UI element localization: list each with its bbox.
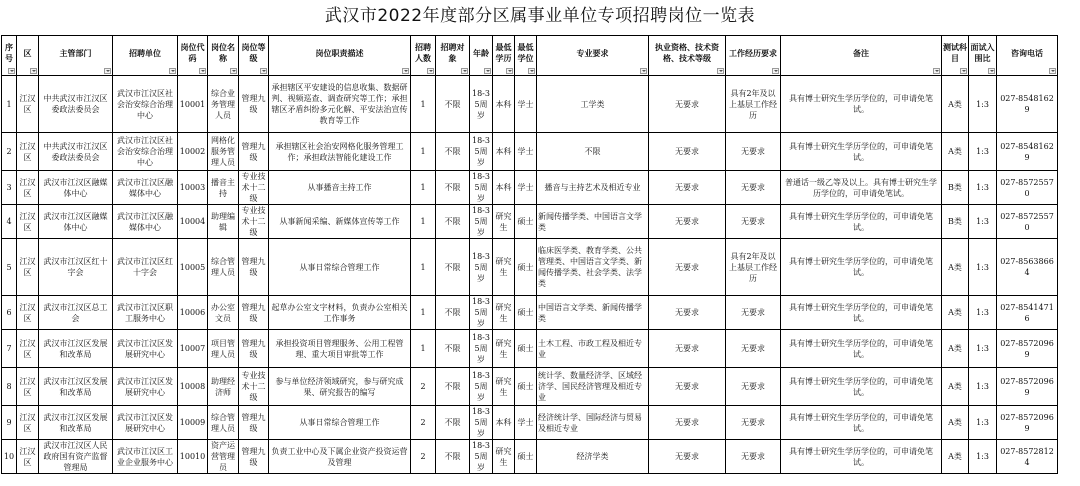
age-cell: 18-35周岁	[470, 406, 493, 440]
degree-cell: 硕士	[515, 368, 537, 406]
test-subject-cell: A类	[942, 406, 969, 440]
interview-ratio-cell: 1:3	[969, 296, 997, 330]
post-code-cell: 10007	[178, 330, 208, 368]
major-requirement-cell: 中国语言文学类、新闻传播学类	[537, 296, 649, 330]
table-row	[2, 133, 1058, 171]
phone-cell: 027-85720969	[997, 330, 1058, 368]
duty-description-cell: 起草办公室文字材料，负责办公室相关工作事务	[269, 296, 411, 330]
row-number: 9	[2, 406, 17, 440]
age-cell: 18-35周岁	[470, 171, 493, 205]
phone-cell: 027-85728124	[997, 440, 1058, 474]
interview-ratio-cell: 1:3	[969, 239, 997, 296]
table-row	[2, 330, 1058, 368]
post-name-cell: 项目管理人员	[208, 330, 239, 368]
column-header: 岗位代码	[178, 36, 208, 76]
remark-cell: 具有博士研究生学历学位的，可申请免笔试。	[781, 133, 942, 171]
age-cell: 18-35周岁	[470, 239, 493, 296]
district-cell: 江汉区	[17, 296, 39, 330]
filter-dropdown-icon[interactable]	[960, 68, 967, 74]
phone-cell: 027-85720969	[997, 368, 1058, 406]
headcount-cell: 1	[411, 76, 436, 133]
degree-cell: 硕士	[515, 205, 537, 239]
phone-cell: 027-85481629	[997, 133, 1058, 171]
major-requirement-cell: 工学类	[537, 76, 649, 133]
experience-cell: 无要求	[726, 440, 781, 474]
filter-dropdown-icon[interactable]	[988, 68, 995, 74]
experience-cell: 无要求	[726, 133, 781, 171]
district-cell: 江汉区	[17, 239, 39, 296]
employer-cell: 武汉市江汉区社会治安综合治理中心	[113, 76, 178, 133]
test-subject-cell: A类	[942, 133, 969, 171]
experience-cell: 无要求	[726, 368, 781, 406]
page-title: 武汉市2022年度部分区属事业单位专项招聘岗位一览表	[324, 6, 756, 26]
qualification-cell: 无要求	[649, 239, 726, 296]
post-name-cell: 网格化服务管理人员	[208, 133, 239, 171]
row-number: 3	[2, 171, 17, 205]
column-header: 序号	[2, 36, 17, 76]
qualification-cell: 无要求	[649, 205, 726, 239]
experience-cell: 具有2年及以上基层工作经历	[726, 239, 781, 296]
education-cell: 研究生	[493, 239, 515, 296]
column-header: 区	[17, 36, 39, 76]
column-header: 执业资格、技术资格、技术等级	[649, 36, 726, 76]
qualification-cell: 无要求	[649, 330, 726, 368]
post-code-cell: 10008	[178, 368, 208, 406]
employer-cell: 武汉市江汉区融媒体中心	[113, 205, 178, 239]
interview-ratio-cell: 1:3	[969, 205, 997, 239]
remark-cell: 具有博士研究生学历学位的，可申请免笔试。	[781, 406, 942, 440]
post-name-cell: 综合管理人员	[208, 406, 239, 440]
target-cell: 不限	[436, 368, 470, 406]
experience-cell: 具有2年及以上基层工作经历	[726, 76, 781, 133]
post-code-cell: 10006	[178, 296, 208, 330]
education-cell: 本科	[493, 406, 515, 440]
major-requirement-cell: 经济学类	[537, 440, 649, 474]
post-name-cell: 办公室文员	[208, 296, 239, 330]
age-cell: 18-35周岁	[470, 368, 493, 406]
test-subject-cell: A类	[942, 368, 969, 406]
headcount-cell: 1	[411, 205, 436, 239]
education-cell: 研究生	[493, 296, 515, 330]
department-cell: 武汉市江汉区总工会	[39, 296, 113, 330]
phone-cell: 027-85725570	[997, 205, 1058, 239]
major-requirement-cell: 经济统计学、国际经济与贸易及相近专业	[537, 406, 649, 440]
experience-cell: 无要求	[726, 296, 781, 330]
target-cell: 不限	[436, 239, 470, 296]
post-level-cell: 专业技术十二级	[239, 171, 269, 205]
district-cell: 江汉区	[17, 406, 39, 440]
degree-cell: 学士	[515, 171, 537, 205]
degree-cell: 硕士	[515, 239, 537, 296]
interview-ratio-cell: 1:3	[969, 368, 997, 406]
filter-dropdown-icon[interactable]	[402, 68, 409, 74]
filter-dropdown-icon[interactable]	[427, 68, 434, 74]
filter-dropdown-icon[interactable]	[461, 68, 468, 74]
duty-description-cell: 负责工业中心及下属企业资产投资运营及管理	[269, 440, 411, 474]
education-cell: 本科	[493, 133, 515, 171]
post-code-cell: 10002	[178, 133, 208, 171]
target-cell: 不限	[436, 133, 470, 171]
target-cell: 不限	[436, 440, 470, 474]
degree-cell: 学士	[515, 133, 537, 171]
duty-description-cell: 从事播音主持工作	[269, 171, 411, 205]
education-cell: 本科	[493, 76, 515, 133]
remark-cell: 具有博士研究生学历学位的，可申请免笔试。	[781, 205, 942, 239]
headcount-cell: 1	[411, 133, 436, 171]
remark-cell: 具有博士研究生学历学位的，可申请免笔试。	[781, 330, 942, 368]
education-cell: 研究生	[493, 440, 515, 474]
post-level-cell: 管理九级	[239, 406, 269, 440]
post-name-cell: 综合业务管理人员	[208, 76, 239, 133]
age-cell: 18-35周岁	[470, 76, 493, 133]
major-requirement-cell: 新闻传播学类、中国语言文学类	[537, 205, 649, 239]
degree-cell: 学士	[515, 76, 537, 133]
filter-dropdown-icon[interactable]	[640, 68, 647, 74]
headcount-cell: 1	[411, 296, 436, 330]
row-number: 6	[2, 296, 17, 330]
experience-cell: 无要求	[726, 406, 781, 440]
post-level-cell: 管理九级	[239, 239, 269, 296]
filter-dropdown-icon[interactable]	[230, 68, 237, 74]
duty-description-cell: 承担辖区平安建设的信息收集、数据研判、视频巡查、调查研究等工作；承担辖区矛盾纠纷多元化解、平安法治宣传教育等工作	[269, 76, 411, 133]
employer-cell: 武汉市江汉区职工服务中心	[113, 296, 178, 330]
education-cell: 研究生	[493, 330, 515, 368]
post-level-cell: 管理九级	[239, 296, 269, 330]
phone-cell: 027-85725570	[997, 171, 1058, 205]
duty-description-cell: 从事日常综合管理工作	[269, 406, 411, 440]
row-number: 5	[2, 239, 17, 296]
positions-table	[1, 35, 1058, 474]
qualification-cell: 无要求	[649, 296, 726, 330]
row-number: 7	[2, 330, 17, 368]
column-header: 招聘对象	[436, 36, 470, 76]
test-subject-cell: B类	[942, 171, 969, 205]
interview-ratio-cell: 1:3	[969, 440, 997, 474]
major-requirement-cell: 播音与主持艺术及相近专业	[537, 171, 649, 205]
district-cell: 江汉区	[17, 205, 39, 239]
post-level-cell: 管理九级	[239, 330, 269, 368]
column-header: 最低学位	[515, 36, 537, 76]
education-cell: 本科	[493, 171, 515, 205]
department-cell: 中共武汉市江汉区委政法委员会	[39, 133, 113, 171]
duty-description-cell: 承担辖区社会治安网格化服务管理工作；承担政法智能化建设工作	[269, 133, 411, 171]
phone-cell: 027-85720969	[997, 406, 1058, 440]
post-level-cell: 管理九级	[239, 76, 269, 133]
department-cell: 武汉市江汉区人民政府国有资产监督管理局	[39, 440, 113, 474]
phone-cell: 027-85638664	[997, 239, 1058, 296]
post-code-cell: 10010	[178, 440, 208, 474]
row-number: 8	[2, 368, 17, 406]
column-header: 年龄	[470, 36, 493, 76]
employer-cell: 武汉市江汉区工业企业服务中心	[113, 440, 178, 474]
district-cell: 江汉区	[17, 171, 39, 205]
test-subject-cell: A类	[942, 330, 969, 368]
filter-dropdown-icon[interactable]	[717, 68, 724, 74]
age-cell: 18-35周岁	[470, 296, 493, 330]
interview-ratio-cell: 1:3	[969, 330, 997, 368]
post-code-cell: 10004	[178, 205, 208, 239]
headcount-cell: 1	[411, 330, 436, 368]
district-cell: 江汉区	[17, 330, 39, 368]
column-header: 主管部门	[39, 36, 113, 76]
post-code-cell: 10005	[178, 239, 208, 296]
column-header: 最低学历	[493, 36, 515, 76]
filter-dropdown-icon[interactable]	[8, 68, 15, 74]
filter-dropdown-icon[interactable]	[528, 68, 535, 74]
table-row	[2, 440, 1058, 474]
table-row	[2, 368, 1058, 406]
column-header: 咨询电话	[997, 36, 1058, 76]
employer-cell: 武汉市江汉区发展研究中心	[113, 330, 178, 368]
filter-dropdown-icon[interactable]	[1049, 68, 1056, 74]
major-requirement-cell: 土木工程、市政工程及相近专业	[537, 330, 649, 368]
post-code-cell: 10001	[178, 76, 208, 133]
row-number: 2	[2, 133, 17, 171]
filter-dropdown-icon[interactable]	[484, 68, 491, 74]
test-subject-cell: A类	[942, 296, 969, 330]
headcount-cell: 2	[411, 440, 436, 474]
remark-cell: 普通话一级乙等及以上。具有博士研究生学历学位的，可申请免笔试。	[781, 171, 942, 205]
qualification-cell: 无要求	[649, 440, 726, 474]
department-cell: 中共武汉市江汉区委政法委员会	[39, 76, 113, 133]
table-row	[2, 205, 1058, 239]
duty-description-cell: 参与单位经济领域研究，参与研究成果、研究报告的编写	[269, 368, 411, 406]
employer-cell: 武汉市江汉区发展研究中心	[113, 406, 178, 440]
remark-cell: 具有博士研究生学历学位的，可申请免笔试。	[781, 368, 942, 406]
target-cell: 不限	[436, 296, 470, 330]
target-cell: 不限	[436, 171, 470, 205]
experience-cell: 无要求	[726, 330, 781, 368]
district-cell: 江汉区	[17, 133, 39, 171]
post-name-cell: 助理编辑	[208, 205, 239, 239]
post-code-cell: 10009	[178, 406, 208, 440]
age-cell: 18-35周岁	[470, 133, 493, 171]
department-cell: 武汉市江汉区发展和改革局	[39, 406, 113, 440]
column-header: 招聘人数	[411, 36, 436, 76]
qualification-cell: 无要求	[649, 133, 726, 171]
table-row	[2, 239, 1058, 296]
post-code-cell: 10003	[178, 171, 208, 205]
duty-description-cell: 承担投资项目管理服务、公用工程管理、重大项目审批等工作	[269, 330, 411, 368]
experience-cell: 无要求	[726, 171, 781, 205]
phone-cell: 027-85481629	[997, 76, 1058, 133]
remark-cell: 具有博士研究生学历学位的，可申请免笔试。	[781, 440, 942, 474]
headcount-cell: 1	[411, 171, 436, 205]
filter-dropdown-icon[interactable]	[933, 68, 940, 74]
age-cell: 18-35周岁	[470, 330, 493, 368]
table-row	[2, 296, 1058, 330]
department-cell: 武汉市江汉区红十字会	[39, 239, 113, 296]
post-name-cell: 助理经济师	[208, 368, 239, 406]
test-subject-cell: B类	[942, 205, 969, 239]
interview-ratio-cell: 1:3	[969, 133, 997, 171]
table-row	[2, 171, 1058, 205]
department-cell: 武汉市江汉区融媒体中心	[39, 205, 113, 239]
department-cell: 武汉市江汉区发展和改革局	[39, 368, 113, 406]
headcount-cell: 2	[411, 368, 436, 406]
post-level-cell: 管理九级	[239, 440, 269, 474]
employer-cell: 武汉市江汉区融媒体中心	[113, 171, 178, 205]
column-header: 测试科目	[942, 36, 969, 76]
qualification-cell: 无要求	[649, 76, 726, 133]
filter-dropdown-icon[interactable]	[199, 68, 206, 74]
column-header: 备注	[781, 36, 942, 76]
target-cell: 不限	[436, 205, 470, 239]
table-row	[2, 406, 1058, 440]
filter-dropdown-icon[interactable]	[169, 68, 176, 74]
filter-dropdown-icon[interactable]	[260, 68, 267, 74]
district-cell: 江汉区	[17, 76, 39, 133]
target-cell: 不限	[436, 330, 470, 368]
duty-description-cell: 从事新闻采编、新媒体宣传等工作	[269, 205, 411, 239]
qualification-cell: 无要求	[649, 171, 726, 205]
column-header: 岗位职责描述	[269, 36, 411, 76]
column-header: 岗位名称	[208, 36, 239, 76]
target-cell: 不限	[436, 406, 470, 440]
test-subject-cell: A类	[942, 76, 969, 133]
major-requirement-cell: 不限	[537, 133, 649, 171]
qualification-cell: 无要求	[649, 368, 726, 406]
education-cell: 研究生	[493, 205, 515, 239]
test-subject-cell: A类	[942, 239, 969, 296]
district-cell: 江汉区	[17, 440, 39, 474]
headcount-cell: 1	[411, 239, 436, 296]
header-row	[2, 36, 1058, 76]
employer-cell: 武汉市江汉区社会治安综合治理中心	[113, 133, 178, 171]
filter-dropdown-icon[interactable]	[506, 68, 513, 74]
interview-ratio-cell: 1:3	[969, 171, 997, 205]
degree-cell: 硕士	[515, 440, 537, 474]
employer-cell: 武汉市江汉区发展研究中心	[113, 368, 178, 406]
department-cell: 武汉市江汉区融媒体中心	[39, 171, 113, 205]
row-number: 10	[2, 440, 17, 474]
post-level-cell: 专业技术十二级	[239, 205, 269, 239]
degree-cell: 硕士	[515, 296, 537, 330]
degree-cell: 硕士	[515, 330, 537, 368]
remark-cell: 具有博士研究生学历学位的，可申请免笔试。	[781, 76, 942, 133]
filter-dropdown-icon[interactable]	[30, 68, 37, 74]
education-cell: 研究生	[493, 368, 515, 406]
row-number: 1	[2, 76, 17, 133]
target-cell: 不限	[436, 76, 470, 133]
major-requirement-cell: 临床医学类、教育学类、公共管理类、中国语言文学类、新闻传播学类、社会学类、法学类	[537, 239, 649, 296]
post-level-cell: 专业技术十二级	[239, 368, 269, 406]
filter-dropdown-icon[interactable]	[772, 68, 779, 74]
phone-cell: 027-85414716	[997, 296, 1058, 330]
duty-description-cell: 从事日常综合管理工作	[269, 239, 411, 296]
experience-cell: 无要求	[726, 205, 781, 239]
column-header: 专业要求	[537, 36, 649, 76]
age-cell: 18-35周岁	[470, 205, 493, 239]
post-name-cell: 综合管理人员	[208, 239, 239, 296]
interview-ratio-cell: 1:3	[969, 406, 997, 440]
column-header: 面试入围比	[969, 36, 997, 76]
remark-cell: 具有博士研究生学历学位的，可申请免笔试。	[781, 296, 942, 330]
post-name-cell: 播音主持	[208, 171, 239, 205]
column-header: 岗位等级	[239, 36, 269, 76]
employer-cell: 武汉市江汉区红十字会	[113, 239, 178, 296]
headcount-cell: 2	[411, 406, 436, 440]
district-cell: 江汉区	[17, 368, 39, 406]
column-header: 工作经历要求	[726, 36, 781, 76]
row-number: 4	[2, 205, 17, 239]
table-row	[2, 76, 1058, 133]
department-cell: 武汉市江汉区发展和改革局	[39, 330, 113, 368]
age-cell: 18-35周岁	[470, 440, 493, 474]
remark-cell: 具有博士研究生学历学位的，可申请免笔试。	[781, 239, 942, 296]
degree-cell: 学士	[515, 406, 537, 440]
post-name-cell: 资产运营管理员	[208, 440, 239, 474]
major-requirement-cell: 统计学、数量经济学、区域经济学、国民经济管理及相近专业	[537, 368, 649, 406]
column-header: 招聘单位	[113, 36, 178, 76]
filter-dropdown-icon[interactable]	[104, 68, 111, 74]
test-subject-cell: A类	[942, 440, 969, 474]
qualification-cell: 无要求	[649, 406, 726, 440]
interview-ratio-cell: 1:3	[969, 76, 997, 133]
post-level-cell: 管理九级	[239, 133, 269, 171]
